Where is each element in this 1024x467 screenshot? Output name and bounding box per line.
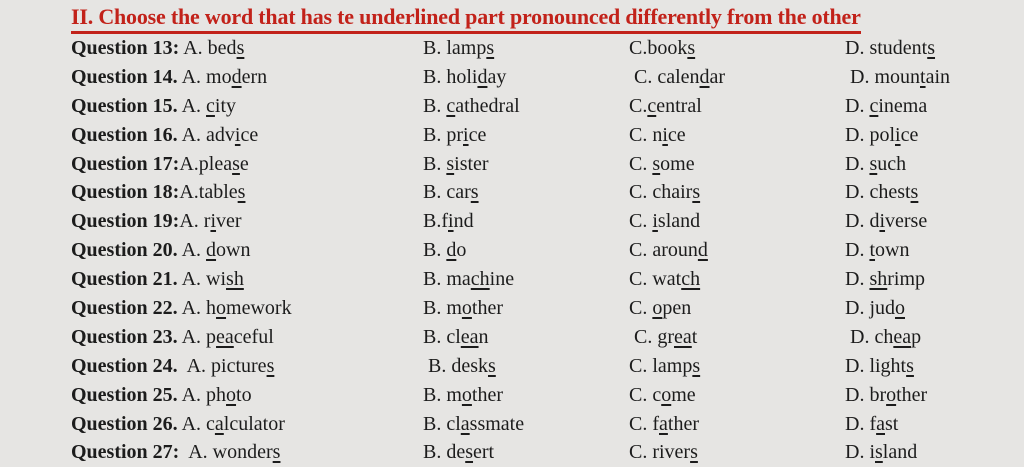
question-cell (71, 294, 423, 323)
option-c: C. around (629, 239, 708, 262)
option-cell (423, 92, 629, 121)
question-row (71, 236, 1024, 265)
option-cell (845, 438, 1024, 467)
underlined-part: ch (470, 268, 490, 291)
option-cell (423, 63, 629, 92)
option-d: D. brother (845, 383, 928, 406)
option-b: B. holiday (423, 65, 507, 88)
option-d: D. shrimp (845, 268, 926, 291)
underlined-part: ch (681, 268, 701, 291)
option-c: C. rivers (629, 441, 698, 464)
option-cell (423, 438, 629, 467)
option-cell (629, 294, 845, 323)
underlined-part: o (886, 383, 897, 406)
option-a: A. photo (177, 383, 252, 406)
option-c: C. calendar (629, 65, 726, 88)
option-d: D. students (845, 37, 936, 59)
option-cell (629, 121, 845, 150)
question-cell (71, 207, 423, 236)
underlined-part: o (216, 297, 227, 320)
underlined-part: s (910, 181, 919, 204)
question-label: Question 18: (71, 181, 180, 204)
underlined-part: s (875, 441, 883, 464)
option-cell (423, 323, 629, 352)
option-c: C. father (629, 412, 699, 435)
underlined-part: s (470, 181, 479, 204)
option-cell (629, 323, 845, 352)
option-cell (845, 352, 1024, 381)
option-a: A. homework (177, 297, 292, 320)
underlined-part: s (232, 152, 240, 175)
option-b: B. price (423, 123, 487, 146)
option-b: B. cars (423, 181, 479, 204)
underlined-part: c (869, 94, 879, 117)
option-c: C. nice (629, 123, 686, 146)
underlined-part: sh (869, 268, 888, 291)
option-a: A. city (177, 94, 237, 117)
option-cell (423, 236, 629, 265)
underlined-part: s (927, 37, 936, 59)
question-cell (71, 34, 423, 63)
option-cell (423, 150, 629, 179)
underlined-part: i (210, 210, 217, 233)
question-label: Question 20. (71, 239, 178, 262)
option-cell (423, 34, 629, 63)
question-label: Question 23. (71, 325, 178, 348)
underlined-part: s (446, 152, 455, 175)
option-c: C.central (629, 94, 702, 117)
option-d: D. police (845, 123, 919, 146)
question-cell (71, 92, 423, 121)
question-cell (71, 265, 423, 294)
option-cell (845, 207, 1024, 236)
option-cell (845, 150, 1024, 179)
underlined-part: i (234, 123, 241, 146)
question-cell (71, 410, 423, 439)
option-cell (629, 63, 845, 92)
option-b: B. cathedral (423, 94, 520, 117)
option-c: C. great (629, 325, 698, 348)
underlined-part: d (231, 65, 242, 88)
option-a: A. peaceful (177, 325, 274, 348)
option-cell (423, 410, 629, 439)
question-row (71, 121, 1024, 150)
underlined-part: c (446, 94, 456, 117)
option-a: A. modern (177, 65, 268, 88)
option-cell (629, 92, 845, 121)
underlined-part: d (699, 65, 710, 88)
option-cell (629, 178, 845, 207)
question-label: Question 25. (71, 383, 178, 406)
option-b: B. machine (423, 268, 515, 291)
underlined-part: t (869, 239, 876, 262)
option-cell (423, 294, 629, 323)
option-d: D. mountain (845, 65, 950, 88)
underlined-part: s (236, 37, 245, 59)
option-d: D. judo (845, 297, 905, 320)
option-d: D. diverse (845, 210, 928, 233)
question-cell (71, 150, 423, 179)
option-a: A. wish (177, 268, 244, 291)
question-label: Question 24. (71, 354, 178, 377)
option-cell (629, 207, 845, 236)
option-a: A. down (177, 239, 251, 262)
underlined-part: s (687, 37, 696, 59)
underlined-part: c (206, 94, 215, 117)
option-d: D. such (845, 152, 907, 175)
option-d: D. fast (845, 412, 899, 435)
question-cell (71, 236, 423, 265)
option-a: A. beds (179, 37, 245, 59)
question-row (71, 323, 1024, 352)
option-b: B. clean (423, 325, 489, 348)
option-cell (629, 150, 845, 179)
underlined-part: s (652, 152, 661, 175)
option-b: B. mother (423, 383, 503, 406)
option-cell (845, 92, 1024, 121)
underlined-part: o (461, 383, 472, 406)
underlined-part: s (692, 354, 701, 377)
option-b: B. do (423, 239, 467, 262)
option-b: B.find (423, 210, 474, 233)
underlined-part: a (460, 412, 470, 435)
option-a: A.please (179, 152, 249, 175)
underlined-part: a (659, 412, 668, 435)
question-row (71, 92, 1024, 121)
underlined-part: s (690, 441, 698, 464)
option-c: C. chairs (629, 181, 701, 204)
question-label: Question 16. (71, 123, 178, 146)
option-cell (845, 294, 1024, 323)
option-cell (629, 352, 845, 381)
option-cell (845, 410, 1024, 439)
option-cell (423, 178, 629, 207)
underlined-part: o (895, 297, 905, 320)
underlined-part: d (477, 65, 488, 88)
underlined-part: i (662, 123, 668, 146)
underlined-part: s (465, 441, 474, 464)
option-d: D. chests (845, 181, 919, 204)
option-cell (845, 34, 1024, 63)
underlined-part: i (879, 210, 886, 233)
question-label: Question 13: (71, 37, 180, 59)
underlined-part: s (272, 441, 281, 464)
question-row (71, 410, 1024, 439)
section-title-row (0, 0, 1024, 34)
option-b: B. sister (423, 152, 489, 175)
option-cell (629, 34, 845, 63)
question-row (71, 63, 1024, 92)
option-cell (423, 121, 629, 150)
question-label: Question 21. (71, 268, 178, 291)
option-cell (845, 381, 1024, 410)
underlined-part: c (647, 94, 657, 117)
option-d: D. cheap (845, 325, 922, 348)
option-c: C. some (629, 152, 695, 175)
option-cell (629, 236, 845, 265)
option-d: D. island (845, 441, 918, 464)
question-label: Question 14. (71, 65, 178, 88)
option-cell (629, 381, 845, 410)
option-a: A. calculator (177, 412, 285, 435)
questions-table (0, 34, 1024, 467)
option-a: A. river (179, 210, 242, 233)
question-row (71, 352, 1024, 381)
underlined-part: s (692, 181, 701, 204)
option-c: C. come (629, 383, 696, 406)
option-cell (845, 63, 1024, 92)
option-cell (423, 381, 629, 410)
option-b: B. classmate (423, 412, 525, 435)
section-title: II. Choose the word that has te underlined part pronounced differently from the other (71, 4, 861, 34)
underlined-part: sh (226, 268, 244, 291)
option-d: D. town (845, 239, 910, 262)
underlined-part: o (226, 383, 237, 406)
underlined-part: ea (674, 325, 692, 348)
underlined-part: s (488, 354, 496, 377)
option-cell (845, 236, 1024, 265)
underlined-part: o (461, 297, 472, 320)
underlined-part: i (895, 123, 901, 146)
question-row (71, 34, 1024, 63)
question-row (71, 178, 1024, 207)
question-cell (71, 438, 423, 467)
underlined-part: o (652, 297, 663, 320)
option-c: C. lamps (629, 354, 701, 377)
option-cell (423, 207, 629, 236)
question-row (71, 381, 1024, 410)
underlined-part: s (906, 354, 914, 377)
underlined-part: d (206, 239, 217, 262)
underlined-part: ea (216, 325, 234, 348)
question-row (71, 150, 1024, 179)
underlined-part: i (463, 123, 469, 146)
option-cell (845, 178, 1024, 207)
option-c: C. island (629, 210, 701, 233)
option-a: A. wonders (179, 441, 281, 464)
question-cell (71, 381, 423, 410)
underlined-part: s (486, 37, 495, 59)
underlined-part: d (446, 239, 457, 262)
option-c: C.books (629, 37, 696, 59)
option-cell (845, 265, 1024, 294)
question-cell (71, 352, 423, 381)
option-c: C. open (629, 297, 692, 320)
underlined-part: a (214, 412, 224, 435)
option-cell (423, 352, 629, 381)
question-row (71, 207, 1024, 236)
question-cell (71, 63, 423, 92)
option-cell (629, 265, 845, 294)
question-row (71, 294, 1024, 323)
underlined-part: i (652, 210, 658, 233)
underlined-part: i (448, 210, 454, 233)
underlined-part: ea (460, 325, 479, 348)
underlined-part: a (876, 412, 885, 435)
question-row (71, 265, 1024, 294)
question-label: Question 15. (71, 94, 178, 117)
question-row (71, 438, 1024, 467)
underlined-part: s (237, 181, 246, 204)
question-label: Question 27: (71, 441, 180, 464)
option-b: B. desert (423, 441, 495, 464)
question-cell (71, 121, 423, 150)
question-label: Question 19: (71, 210, 180, 233)
underlined-part: d (697, 239, 708, 262)
underlined-part: ea (893, 325, 912, 348)
option-b: B. lamps (423, 37, 495, 59)
underlined-part: s (266, 354, 275, 377)
question-cell (71, 178, 423, 207)
option-cell (845, 323, 1024, 352)
question-label: Question 17: (71, 152, 180, 175)
option-cell (629, 438, 845, 467)
underlined-part: s (869, 152, 878, 175)
option-a: A.tables (179, 181, 246, 204)
underlined-part: o (661, 383, 672, 406)
option-b: B. desks (423, 354, 496, 377)
option-a: A. pictures (177, 354, 275, 377)
option-cell (629, 410, 845, 439)
option-c: C. watch (629, 268, 701, 291)
question-label: Question 22. (71, 297, 178, 320)
option-b: B. mother (423, 297, 503, 320)
underlined-part: t (920, 65, 926, 88)
option-d: D. cinema (845, 94, 928, 117)
question-cell (71, 323, 423, 352)
option-d: D. lights (845, 354, 914, 377)
option-cell (423, 265, 629, 294)
option-a: A. advice (177, 123, 259, 146)
option-cell (845, 121, 1024, 150)
question-label: Question 26. (71, 412, 178, 435)
